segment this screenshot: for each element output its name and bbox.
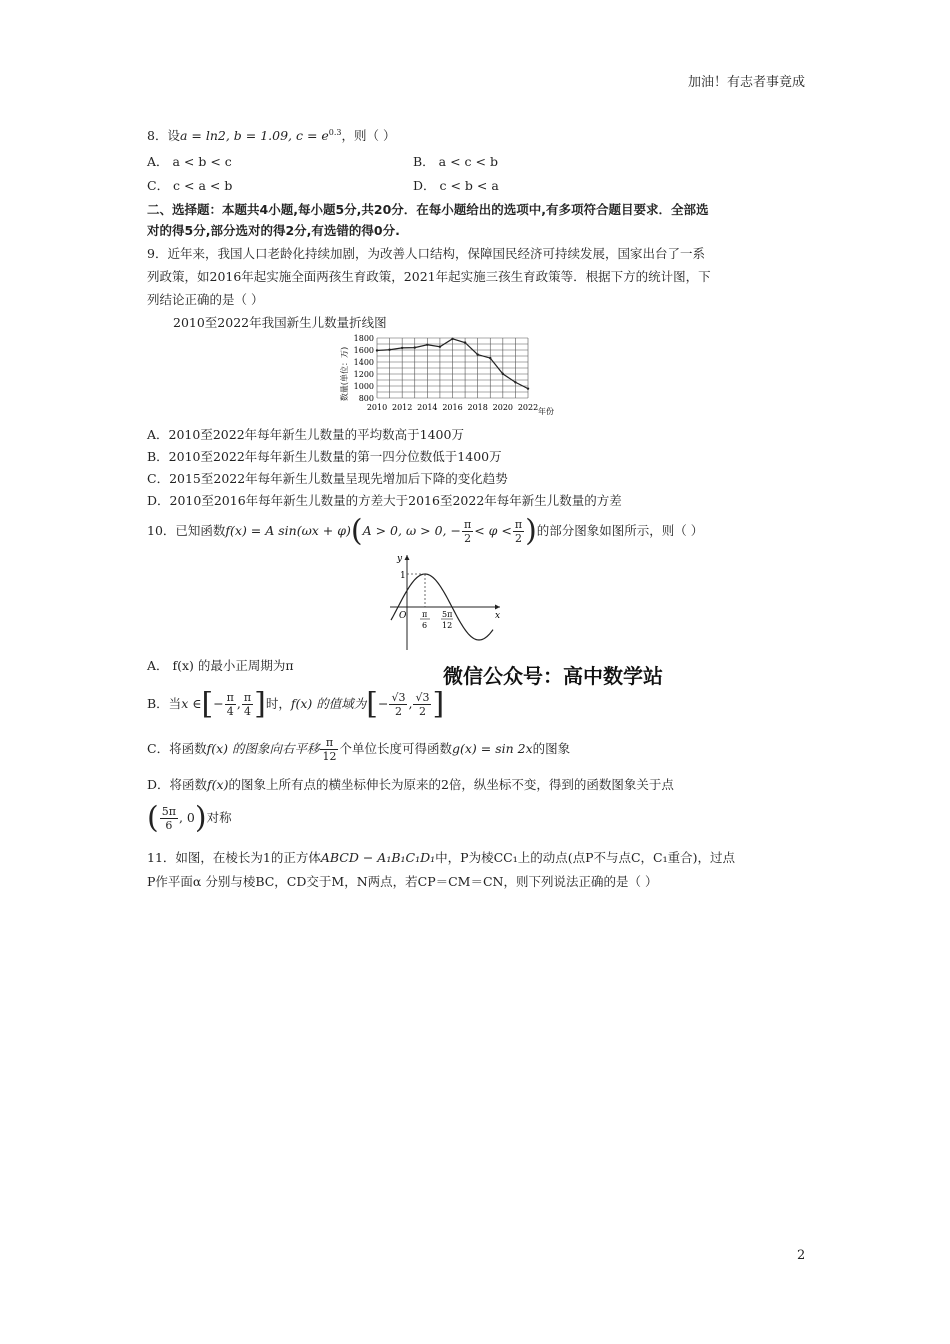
chart-point	[414, 346, 416, 348]
q8-stem-prefix: 8．设	[147, 128, 180, 143]
chart-point	[514, 381, 516, 383]
section2-line1: 二、选择题：本题共4小题,每小题5分,共20分．在每小题给出的选项中,有多项符合题目要求．全部选	[147, 202, 709, 217]
q10-c-end: 的图象	[532, 741, 571, 756]
chart-grid	[377, 338, 528, 398]
chart-y-tick-label: 800	[358, 394, 374, 403]
chart-x-tick-label: 2014	[417, 403, 438, 412]
q10-frac-den: 4	[244, 705, 251, 718]
q10-option-d-line2	[147, 798, 232, 838]
q10-stem-suffix: 的部分图象如图所示，则（ ）	[536, 523, 704, 538]
q10-frac-num: π	[226, 691, 234, 704]
chart-x-tick-label: 2020	[492, 403, 514, 412]
q10-option-b: B．当x ∈[− $\frac{\pi}{4}$ , $\frac{\pi}{4}$ ]时，f(x) 的值域为[− $\frac{√3}{2}$ , $\frac{√3}{2}$ ]	[147, 686, 445, 722]
q10-frac-den: 6	[165, 819, 173, 832]
q10-option-d-line1	[147, 775, 674, 793]
q10-frac-den: 4	[226, 705, 234, 718]
chart-point	[401, 347, 403, 349]
q10-stem	[147, 514, 703, 548]
q8-option-b: B． a < c < b	[413, 154, 498, 169]
watermark-text: 微信公众号：高中数学站	[443, 664, 663, 688]
q10-frac-den: 12	[322, 750, 337, 763]
q10-c-gx: g(x) = sin 2x	[452, 741, 533, 756]
q10-frac-pi-2-b	[513, 518, 524, 545]
chart-y-tick-label: 1600	[353, 346, 374, 355]
q10-b-bracket-r1: ]	[254, 686, 266, 722]
q10-d-zero: , 0	[178, 810, 195, 825]
q10-frac-num: π	[320, 736, 338, 750]
q9-line2: 列政策，如2016年起实施全面两孩生育政策，2021年起实施三孩生育政策等．根据下方的统计图，下	[147, 269, 711, 284]
q9-option-c: C．2015至2022年每年新生儿数量呈现先增加后下降的变化趋势	[147, 471, 508, 486]
chart-x-tick-label: 2012	[391, 403, 413, 412]
q10-d-frac	[160, 805, 178, 832]
q10-stem-cond: A > 0, ω > 0, −	[362, 523, 461, 538]
q10-frac-den: 2	[464, 532, 472, 545]
q10-label-one: 1	[400, 571, 406, 581]
q11-line1	[147, 848, 735, 866]
q10-frac-num: π	[514, 518, 523, 531]
q10-frac-num: √3	[391, 691, 406, 704]
q10-label-x: x	[495, 611, 501, 621]
q10-d-prefix: D．将函数	[147, 777, 208, 792]
q10-label-six: 6	[422, 621, 428, 630]
q8-option-c: C． c < a < b	[147, 178, 233, 193]
chart-y-tick-label: 1800	[353, 334, 374, 343]
q10-b-frac4	[413, 691, 431, 718]
chart-x-tick-label: 2022	[517, 403, 539, 412]
q10-c-prefix: C．将函数	[147, 741, 207, 756]
chart-point	[476, 353, 478, 355]
q10-frac-num: π	[463, 518, 472, 531]
q9-line3: 列结论正确的是（ ）	[147, 292, 264, 307]
q10-label-five-pi: 5π	[442, 610, 453, 619]
q10-stem-func: f(x) = A sin(ωx + φ)	[225, 523, 351, 538]
q10-c-suffix: 个单位长度可得函数	[339, 741, 452, 756]
q10-b-frac3	[389, 691, 407, 718]
q10-stem-phi: < φ <	[474, 523, 512, 538]
chart-x-ticks	[367, 403, 538, 412]
chart-point	[388, 349, 390, 351]
q10-frac-den: 2	[514, 532, 522, 545]
q10-frac-num: π	[243, 691, 252, 704]
q8-stem	[147, 126, 396, 144]
chart-x-tick-label: 2018	[467, 403, 488, 412]
chart-point	[489, 357, 491, 359]
q10-y-arrow	[405, 555, 410, 560]
q10-b-bracket-r2: ]	[432, 686, 445, 722]
chart-y-tick-label: 1400	[353, 358, 374, 367]
q10-d-end: 对称	[206, 810, 232, 825]
q10-frac-num: 5π	[161, 805, 176, 818]
q8-option-d: D． c < b < a	[413, 178, 499, 193]
q10-b-x-in: x ∈	[181, 696, 202, 711]
q10-sine-graph	[385, 552, 505, 652]
q10-stem-prefix: 10．已知函数	[147, 523, 226, 538]
q11-line2: P作平面α 分别与棱BC，CD交于M，N两点，若CP＝CM＝CN，则下列说法正确的是（ ）	[147, 874, 658, 889]
q10-paren-left: (	[350, 513, 363, 549]
q10-b-frac1	[225, 691, 236, 718]
q10-d-rest: 的图象上所有点的横坐标伸长为原来的2倍，纵坐标不变，得到的函数图象关于点	[228, 777, 674, 792]
page-number: 2	[797, 1248, 806, 1263]
q8-stem-math: a = ln2, b = 1.09, c = e	[179, 128, 329, 143]
q9-option-a: A．2010至2022年每年新生儿数量的平均数高于1400万	[147, 427, 464, 442]
chart-x-tick-label: 2016	[442, 403, 463, 412]
q10-label-y: y	[397, 554, 403, 564]
q10-label-twelve: 12	[442, 621, 453, 630]
q10-b-frac2	[242, 691, 253, 718]
chart-point	[464, 341, 466, 343]
q10-c-fx: f(x) 的图象向右平移	[206, 741, 320, 756]
q8-option-a: A． a < b < c	[147, 154, 232, 169]
q8-stem-exp: 0.3	[328, 127, 342, 137]
q10-b-mid: 时，	[265, 696, 291, 711]
q10-frac-den: 2	[394, 705, 402, 718]
chart-x-tick-label: 2010	[366, 403, 388, 412]
chart-point	[527, 387, 529, 389]
chart-point	[439, 346, 441, 348]
q10-label-origin: O	[399, 611, 407, 621]
q10-d-fx: f(x)	[207, 777, 229, 792]
q10-b-fx: f(x) 的值域为	[290, 696, 367, 711]
chart-point	[376, 349, 378, 351]
chart-x-label: 年份	[538, 407, 554, 416]
q10-b-bracket-l2: [	[366, 686, 378, 722]
q10-label-pi: π	[422, 610, 428, 619]
q10-x-arrow	[495, 605, 500, 610]
q11-suffix: 中，P为棱CC₁上的动点(点P不与点C，C₁重合)，过点	[435, 850, 736, 865]
chart-point	[426, 344, 428, 346]
q11-prefix: 11．如图，在棱长为1的正方体	[147, 850, 321, 865]
chart-title: 2010至2022年我国新生儿数量折线图	[173, 315, 387, 330]
q10-frac-num: √3	[415, 691, 430, 704]
q10-b-prefix: B．当	[147, 696, 182, 711]
section2-line2: 对的得5分,部分选对的得2分,有选错的得0分.	[147, 223, 400, 238]
q10-option-c	[147, 732, 570, 766]
q9-option-d: D．2010至2016年每年新生儿数量的方差大于2016至2022年每年新生儿数量的方差	[147, 493, 622, 508]
chart-point	[451, 338, 453, 340]
header-motto: 加油！有志者事竟成	[688, 75, 806, 90]
chart-y-ticks	[354, 334, 374, 403]
q10-c-frac	[320, 736, 338, 763]
q8-stem-suffix: ，则（ ）	[341, 128, 396, 143]
q10-d-paren-left: (	[147, 800, 159, 836]
q9-line1: 9．近年来，我国人口老龄化持续加剧，为改善人口结构，保障国民经济可持续发展，国家出台了一系	[147, 246, 705, 261]
q9-option-b: B．2010至2022年每年新生儿数量的第一四分位数低于1400万	[147, 449, 502, 464]
q10-d-paren-right: )	[194, 800, 207, 836]
q10-frac-den: 2	[418, 705, 426, 718]
q10-frac-pi-2-a	[462, 518, 473, 545]
q10-option-a: A． f(x) 的最小正周期为π	[147, 658, 294, 673]
q11-cube: ABCD − A₁B₁C₁D₁	[320, 850, 436, 865]
q10-paren-right: )	[525, 513, 537, 549]
chart-y-tick-label: 1200	[353, 370, 374, 379]
chart-point	[502, 373, 504, 375]
birth-line-chart	[330, 330, 560, 420]
chart-y-tick-label: 1000	[353, 382, 374, 391]
chart-y-label: 数量(单位：万)	[340, 346, 349, 402]
q10-b-bracket-l1: [	[201, 686, 214, 722]
